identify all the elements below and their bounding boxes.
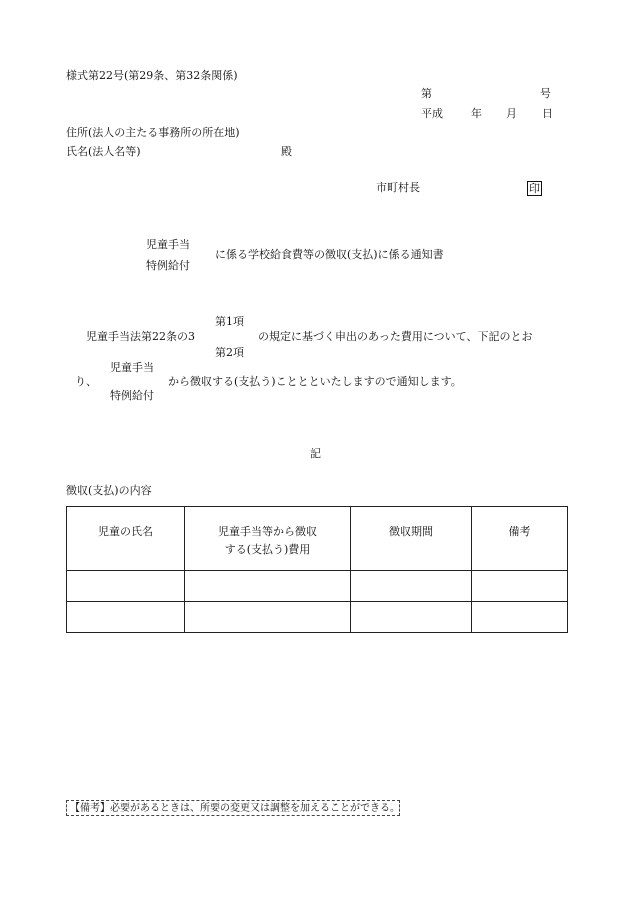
- clause-2: 第2項: [215, 346, 244, 359]
- body-option-1: 児童手当: [110, 361, 154, 374]
- remarks-note: 【備考】必要があるときは、所要の変更又は調整を加えることができる。: [66, 800, 400, 816]
- ki-heading: 記: [310, 447, 321, 460]
- body-option-2: 特例給付: [110, 389, 154, 402]
- section-label: 徴収(支払)の内容: [66, 484, 152, 497]
- title-option-2: 特例給付: [146, 259, 190, 272]
- form-title: 様式第22号(第29条、第32条関係): [66, 69, 238, 82]
- seal-mark: 印: [529, 182, 540, 195]
- col-child-name: 児童の氏名: [67, 507, 185, 571]
- body-line1: の規定に基づく申出のあった費用について、下記のとお: [258, 330, 533, 343]
- col-cost: [185, 507, 351, 571]
- law-reference: 児童手当法第22条の3: [86, 330, 195, 343]
- table-row: [67, 571, 568, 602]
- content-table: [66, 506, 568, 633]
- table-cell[interactable]: [185, 571, 351, 602]
- table-row: [67, 602, 568, 633]
- clause-1: 第1項: [215, 315, 244, 328]
- title-option-1: 児童手当: [146, 238, 190, 251]
- col-cost-line2: する(支払う)費用: [224, 542, 311, 556]
- date-month: 月: [506, 107, 517, 120]
- col-period: 徴収期間: [351, 507, 472, 571]
- col-cost-line1: 児童手当等から徴収: [218, 525, 317, 538]
- number-go: 号: [540, 87, 551, 100]
- table-cell[interactable]: [472, 602, 568, 633]
- date-era: 平成: [421, 107, 443, 120]
- table-cell[interactable]: [351, 571, 472, 602]
- table-header-row: [67, 507, 568, 571]
- date-day: 日: [542, 107, 553, 120]
- title-suffix: に係る学校給食費等の徴収(支払)に係る通知書: [215, 248, 444, 261]
- address-label: 住所(法人の主たる事務所の所在地): [66, 126, 240, 139]
- table-cell[interactable]: [472, 571, 568, 602]
- name-label: 氏名(法人名等): [66, 145, 141, 158]
- col-remarks: 備考: [472, 507, 568, 571]
- table-cell[interactable]: [351, 602, 472, 633]
- honorific-dono: 殿: [281, 145, 292, 158]
- table-cell[interactable]: [185, 602, 351, 633]
- date-year: 年: [471, 107, 482, 120]
- number-dai: 第: [421, 87, 432, 100]
- body-line2-start: り、: [75, 375, 97, 388]
- issuer-label: 市町村長: [376, 181, 420, 194]
- table-cell[interactable]: [67, 602, 185, 633]
- table-cell[interactable]: [67, 571, 185, 602]
- body-line2-rest: から徴収する(支払う)こととといたしますので通知します。: [168, 375, 462, 388]
